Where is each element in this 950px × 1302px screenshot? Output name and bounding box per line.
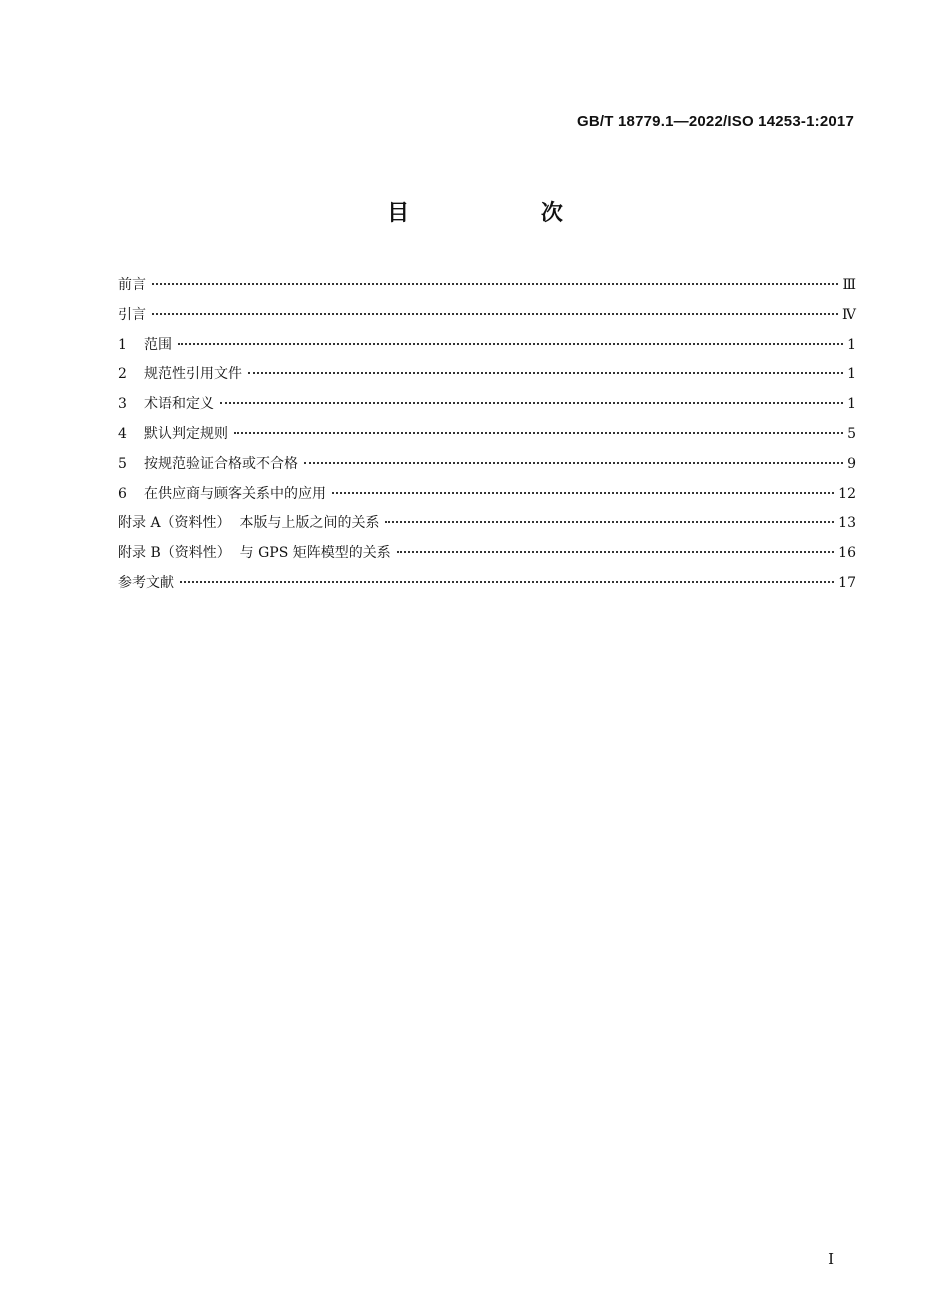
toc-leader-dots <box>304 462 843 464</box>
toc-leader-dots <box>332 492 834 494</box>
toc-leader-dots <box>397 551 834 553</box>
toc-entry-page: 12 <box>838 485 856 502</box>
toc-entry[interactable] <box>118 305 856 335</box>
toc-entry-label: 引言 <box>118 306 146 323</box>
toc-entry-page: Ⅳ <box>842 306 856 323</box>
toc-entry-number: 5 <box>118 455 127 472</box>
toc-entry-label: 附录 A（资料性） 本版与上版之间的关系 <box>118 515 380 532</box>
toc-entry-number: 1 <box>118 336 127 353</box>
toc-entry-number: 6 <box>118 485 127 502</box>
toc-leader-dots <box>385 521 834 523</box>
toc-leader-dots <box>152 313 838 315</box>
toc-entry[interactable] <box>118 543 856 573</box>
toc-leader-dots <box>152 283 838 285</box>
page-number: I <box>828 1250 834 1268</box>
toc-entry-label: 参考文献 <box>118 574 174 591</box>
toc-entry-page: 1 <box>847 396 856 413</box>
toc-entry[interactable] <box>118 364 856 394</box>
toc-entry[interactable] <box>118 573 856 603</box>
toc-entry[interactable] <box>118 454 856 484</box>
toc-entry-label: 默认判定规则 <box>144 425 228 442</box>
toc-entry[interactable] <box>118 424 856 454</box>
toc-entry[interactable] <box>118 335 856 365</box>
toc-entry-number: 3 <box>118 396 127 413</box>
toc-entry-page: 5 <box>847 425 856 442</box>
toc-entry[interactable] <box>118 484 856 514</box>
table-of-contents <box>118 275 856 603</box>
toc-entry-label: 范围 <box>144 336 172 353</box>
toc-entry-label: 按规范验证合格或不合格 <box>144 455 298 472</box>
toc-leader-dots <box>248 372 843 374</box>
toc-entry-page: 13 <box>838 515 856 532</box>
toc-entry-page: 1 <box>847 366 856 383</box>
toc-entry-label: 术语和定义 <box>144 396 214 413</box>
toc-entry-label: 在供应商与顾客关系中的应用 <box>144 485 326 502</box>
toc-entry[interactable] <box>118 513 856 543</box>
toc-leader-dots <box>220 402 843 404</box>
toc-leader-dots <box>234 432 843 434</box>
toc-entry[interactable] <box>118 275 856 305</box>
standard-code: GB/T 18779.1—2022/ISO 14253-1:2017 <box>577 113 854 130</box>
toc-entry[interactable] <box>118 394 856 424</box>
toc-entry-page: Ⅲ <box>842 277 856 293</box>
page-title: 目 次 <box>387 201 625 226</box>
toc-entry-label: 附录 B（资料性） 与 GPS 矩阵模型的关系 <box>118 545 391 562</box>
toc-entry-page: 17 <box>838 574 856 591</box>
toc-entry-label: 前言 <box>118 277 146 293</box>
toc-entry-page: 9 <box>847 455 856 472</box>
toc-entry-page: 16 <box>838 545 856 562</box>
toc-entry-number: 4 <box>118 425 127 442</box>
toc-entry-page: 1 <box>847 336 856 353</box>
toc-entry-label: 规范性引用文件 <box>144 366 242 383</box>
toc-leader-dots <box>180 581 834 583</box>
toc-leader-dots <box>178 343 843 345</box>
toc-entry-number: 2 <box>118 366 127 383</box>
